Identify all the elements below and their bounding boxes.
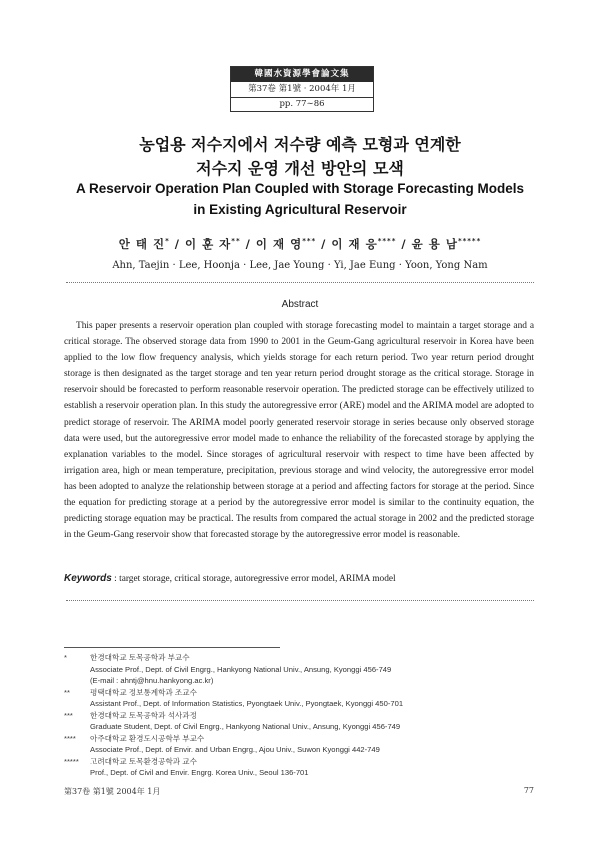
footnote-mark: *****: [64, 756, 79, 766]
korean-title-line-1: 농업용 저수지에서 저수량 예측 모형과 연계한: [139, 135, 461, 154]
footnote-ko: 아주대학교 환경도시공학부 부교수: [90, 733, 205, 743]
affiliation-mark: ****: [377, 237, 397, 246]
affiliation-mark: ***: [302, 237, 317, 246]
footnote-ko: 고려대학교 토목환경공학과 교수: [90, 756, 197, 766]
keywords-text: : target storage, critical storage, autoregressive error model, ARIMA model: [114, 574, 396, 584]
footnotes: [64, 652, 534, 779]
korean-title-line-2: 저수지 운영 개선 방안의 모색: [196, 159, 404, 178]
footnote-3: [64, 710, 534, 733]
abstract-heading: Abstract: [281, 299, 319, 310]
footnote-en: Prof., Dept. of Civil and Envir. Engrg. Korea Univ., Seoul 136-701: [90, 768, 309, 777]
footnote-en: Associate Prof., Dept. of Civil Engrg., Hankyong National Univ., Ansung, Kyonggi 456-749: [90, 664, 392, 674]
author-ko: 이 훈 자: [184, 237, 232, 251]
author-ko: 안 태 진: [118, 237, 166, 251]
dotted-divider-top: [66, 282, 534, 283]
page-number: 77: [523, 786, 534, 795]
footnote-en: Associate Prof., Dept. of Envir. and Urban Engrg., Ajou Univ., Suwon Kyonggi 442-749: [90, 745, 380, 754]
footnote-ko: 한경대학교 토목공학과 부교수: [90, 653, 190, 662]
korean-authors: 안 태 진* / 이 훈 자** / 이 재 영*** / 이 재 응**** / 윤 용 남*****: [118, 237, 482, 251]
journal-pages: pp. 77∼86: [279, 99, 325, 109]
footnote-rule: [64, 647, 280, 648]
footnote-email: (E-mail : ahntj@hnu.hankyong.ac.kr): [90, 676, 214, 685]
footnote-mark: ****: [64, 733, 76, 743]
footnote-mark: *: [64, 653, 67, 662]
keywords-line: [64, 573, 534, 584]
author-ko: 윤 용 남: [411, 237, 458, 251]
footnote-1: [64, 652, 534, 687]
footnote-5: [64, 756, 534, 779]
footnote-en: Graduate Student, Dept. of Civil Engrg., Hankyong National Univ., Ansung, Kyonggi 456-749: [90, 722, 401, 731]
footnote-2: [64, 687, 534, 710]
footnote-4: [64, 733, 534, 756]
affiliation-mark: *****: [457, 237, 482, 246]
english-title-line-2: in Existing Agricultural Reservoir: [193, 202, 407, 217]
journal-name: 韓國水資源學會論文集: [231, 67, 373, 82]
author-ko: 이 재 응: [331, 237, 378, 251]
author-ko: 이 재 영: [255, 237, 303, 251]
affiliation-mark: *: [165, 237, 170, 246]
footnote-ko: 한경대학교 토목공학과 석사과정: [90, 710, 197, 720]
footnote-en: Assistant Prof., Dept. of Information Statistics, Pyongtaek Univ., Pyongtaek, Kyonggi 450-701: [90, 699, 404, 708]
affiliation-mark: **: [231, 237, 241, 246]
dotted-divider-bottom: [66, 600, 534, 601]
footnote-mark: ***: [64, 710, 73, 720]
journal-volume: 第37卷 第1號 · 2004年 1月: [231, 82, 373, 98]
keywords-label: Keywords: [64, 573, 112, 584]
english-authors: Ahn, Taejin · Lee, Hoonja · Lee, Jae Young · Yi, Jae Eung · Yoon, Yong Nam: [112, 260, 488, 271]
footnote-ko: 평택대학교 정보통계학과 조교수: [90, 687, 197, 697]
footer-journal-issue: 第37卷 第1號 2004年 1月: [64, 787, 161, 796]
journal-info-box: [230, 66, 374, 112]
footnote-mark: **: [64, 687, 70, 697]
english-title-line-1: A Reservoir Operation Plan Coupled with Storage Forecasting Models: [75, 181, 525, 196]
abstract-text: This paper presents a reservoir operation plan coupled with storage forecasting model to maintain a target storage and a critical storage. The observed storage data from 1990 to 2001 in the Geum-Gang agricultural reservoir in Korea have been applied to the low flow frequency analysis, which yields storage for each return period. Two year return period drought storage is then designated as the target storage and ten year return period drought storage as the critical storage. Storage in reservoir should be forecasted to perform reasonable reservoir operation. The predicted storage can be effectively utilized to establish a reservoir operation plan. In this study the autoregressive error (ARE) model and the ARIMA model are adopted to predict storage of reservoir. The ARIMA model poorly generated reservoir storage in series because only observed storage data were used, but the autoregressive error model made to enhance the reliability of the forecasted storage by applying the explanation variables to the model. Since storages of agricultural reservoir with respect to time have been affected by irrigation area, high or mean temperature, precipitation, previous storage and wind velocity, the autoregressive error model has been adopted to analyze the relationship between storage at a period and affecting factors for storage at the period. Since the equation for predicting storage at a period by the autoregressive error model is similar to the continuity equation, the predicting storage equation may be practical. The results from compared the actual storage in 2002 and the predicted storage in the Geum-Gang reservoir show that forecasted storage by the autoregressive error model is reasonable.: [64, 321, 534, 541]
